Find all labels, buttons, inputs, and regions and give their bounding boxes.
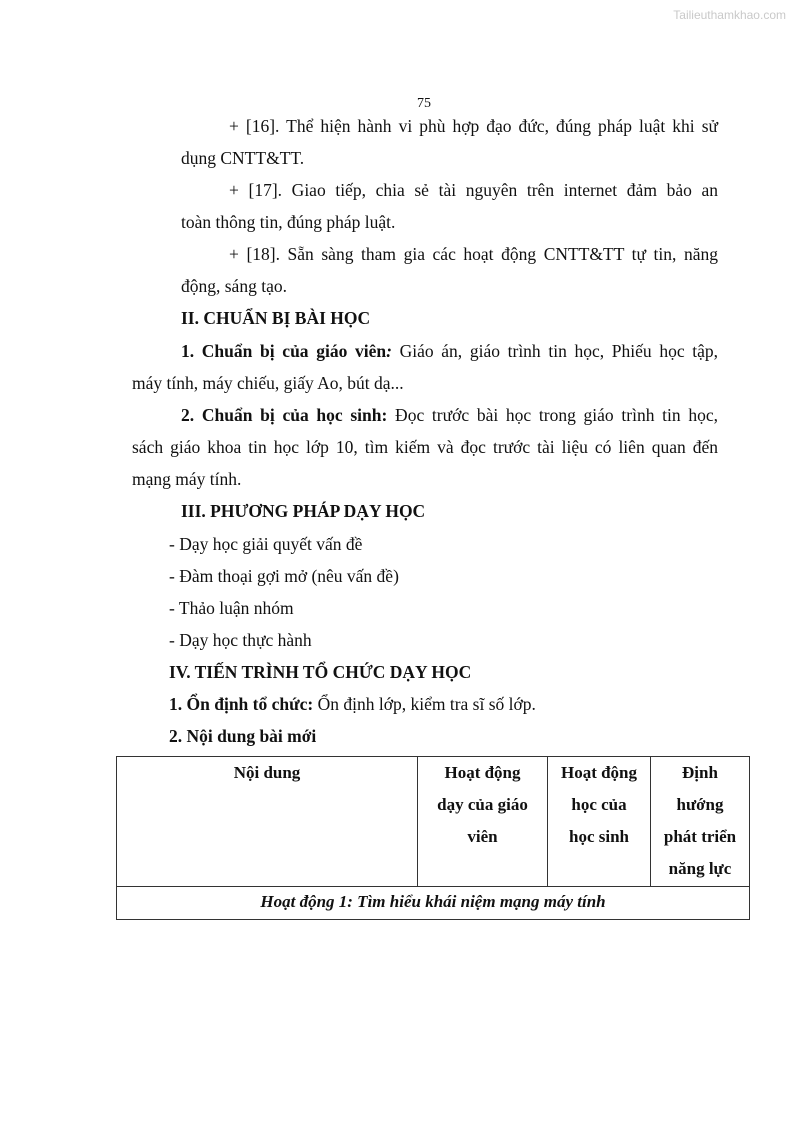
criterion-16-line2: dụng CNTT&TT.: [181, 148, 305, 168]
teacher-prep-label: 1. Chuẩn bị của giáo viên: [181, 341, 387, 361]
activity-1-title: Hoạt động 1: Tìm hiểu khái niệm mạng máy tính: [117, 887, 750, 920]
method-item: - Thảo luận nhóm: [169, 598, 294, 618]
criterion-18-line2: động, sáng tạo.: [181, 276, 287, 296]
criterion-17-line1: + [17]. Giao tiếp, chia sẻ tài nguyên trên internet đảm bảo an: [229, 180, 718, 200]
teacher-prep-colon: :: [386, 341, 392, 361]
stabilize-text: Ổn định lớp, kiểm tra sĩ số lớp.: [313, 694, 536, 714]
lesson-table: [116, 756, 750, 920]
method-item: - Dạy học giải quyết vấn đề: [169, 534, 363, 554]
header-content: Nội dung: [117, 757, 418, 887]
student-prep-line2: sách giáo khoa tin học lớp 10, tìm kiếm và đọc trước tài liệu có liên quan đến: [132, 437, 718, 457]
section-2-heading: II. CHUẨN BỊ BÀI HỌC: [181, 308, 371, 328]
stabilize-label: 1. Ổn định tổ chức:: [169, 694, 314, 714]
header-student-activity: Hoạt động học của học sinh: [548, 757, 651, 887]
content-heading: 2. Nội dung bài mới: [169, 726, 317, 746]
page-number: 75: [417, 96, 431, 111]
table-header-row: [117, 757, 750, 887]
teacher-prep-text: Giáo án, giáo trình tin học, Phiếu học tập,: [391, 341, 719, 361]
stabilize-line: [169, 694, 536, 715]
section-3-heading: III. PHƯƠNG PHÁP DẠY HỌC: [181, 501, 426, 521]
student-prep-label: 2. Chuẩn bị của học sinh:: [181, 405, 388, 425]
criterion-17-line2: toàn thông tin, đúng pháp luật.: [181, 212, 396, 232]
section-4-heading: IV. TIẾN TRÌNH TỔ CHỨC DẠY HỌC: [169, 662, 472, 682]
header-competency: Định hướng phát triển năng lực: [651, 757, 750, 887]
student-prep-text: Đọc trước bài học trong giáo trình tin học,: [387, 405, 718, 425]
student-prep-line1: [181, 405, 718, 426]
criterion-18-line1: + [18]. Sẵn sàng tham gia các hoạt động CNTT&TT tự tin, năng: [229, 244, 718, 264]
teacher-prep-line1: [181, 341, 718, 362]
method-item: - Dạy học thực hành: [169, 630, 312, 650]
student-prep-line3: mạng máy tính.: [132, 469, 242, 489]
method-item: - Đàm thoại gợi mở (nêu vấn đề): [169, 566, 399, 586]
teacher-prep-line2: máy tính, máy chiếu, giấy Ao, bút dạ...: [132, 373, 404, 393]
criterion-16-line1: + [16]. Thể hiện hành vi phù hợp đạo đức, đúng pháp luật khi sử: [229, 116, 718, 136]
table-row: [117, 887, 750, 920]
header-teacher-activity: Hoạt động dạy của giáo viên: [418, 757, 548, 887]
watermark: Tailieuthamkhao.com: [673, 8, 786, 22]
